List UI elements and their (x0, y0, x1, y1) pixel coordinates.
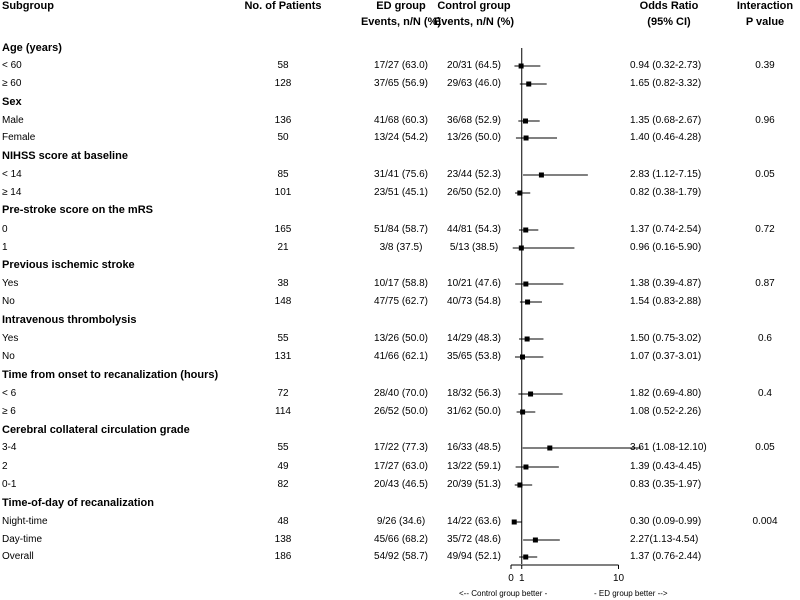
row-ed-events: 28/40 (70.0) (374, 388, 428, 399)
row-control-events: 49/94 (52.1) (447, 551, 501, 562)
section-heading: Cerebral collateral circulation grade (2, 424, 190, 436)
row-label: Male (2, 115, 24, 126)
point-estimate (523, 555, 528, 560)
row-patients: 58 (277, 60, 289, 71)
row-patients: 101 (274, 187, 292, 198)
point-estimate (519, 64, 524, 69)
row-odds-ratio: 1.50 (0.75-3.02) (630, 333, 702, 344)
row-odds-ratio: 1.65 (0.82-3.32) (630, 78, 702, 89)
row-control-events: 44/81 (54.3) (447, 224, 501, 235)
row-ed-events: 47/75 (62.7) (374, 296, 428, 307)
point-estimate (520, 355, 525, 360)
row-ed-events: 17/27 (63.0) (374, 461, 428, 472)
row-control-events: 10/21 (47.6) (447, 278, 501, 289)
row-control-events: 35/65 (53.8) (447, 351, 501, 362)
row-ed-events: 31/41 (75.6) (374, 169, 428, 180)
row-control-events: 20/39 (51.3) (447, 479, 501, 490)
row-control-events: 29/63 (46.0) (447, 78, 501, 89)
section-heading: Age (years) (2, 42, 62, 54)
row-control-events: 35/72 (48.6) (447, 534, 501, 545)
header-subgroup: Subgroup (2, 0, 54, 12)
row-label: 1 (2, 242, 8, 253)
row-ed-events: 41/66 (62.1) (374, 351, 428, 362)
point-estimate (547, 446, 552, 451)
axis-label-right: - ED group better --> (594, 589, 668, 598)
row-ed-events: 23/51 (45.1) (374, 187, 428, 198)
row-patients: 49 (277, 461, 289, 472)
row-ed-events: 37/65 (56.9) (374, 78, 428, 89)
row-ed-events: 3/8 (37.5) (379, 242, 423, 253)
header-ed-events: Events, n/N (%) (360, 16, 442, 28)
row-label: Night-time (2, 516, 48, 527)
point-estimate (517, 191, 522, 196)
row-ed-events: 41/68 (60.3) (374, 115, 428, 126)
section-heading: Sex (2, 96, 22, 108)
header-interaction: Interaction (736, 0, 794, 12)
point-estimate (526, 82, 531, 87)
row-ed-events: 10/17 (58.8) (374, 278, 428, 289)
row-patients: 72 (277, 388, 289, 399)
row-odds-ratio: 1.08 (0.52-2.26) (630, 406, 702, 417)
row-label: < 60 (2, 60, 22, 71)
header-ed-group: ED group (376, 0, 426, 12)
row-label: Overall (2, 551, 34, 562)
point-estimate (517, 483, 522, 488)
row-ed-events: 26/52 (50.0) (374, 406, 428, 417)
section-heading: Previous ischemic stroke (2, 259, 135, 271)
row-label: No (2, 351, 15, 362)
point-estimate (525, 300, 530, 305)
row-patients: 21 (277, 242, 289, 253)
row-control-events: 13/26 (50.0) (447, 132, 501, 143)
x-tick-label: 0 (508, 573, 514, 584)
row-label: ≥ 6 (2, 406, 16, 417)
row-label: Yes (2, 278, 19, 289)
row-ed-events: 13/26 (50.0) (374, 333, 428, 344)
row-odds-ratio: 2.83 (1.12-7.15) (630, 169, 702, 180)
row-label: < 14 (2, 169, 22, 180)
row-patients: 55 (277, 442, 289, 453)
row-p-value: 0.96 (755, 115, 775, 126)
row-p-value: 0.4 (758, 388, 772, 399)
header-ci: (95% CI) (647, 16, 691, 28)
row-control-events: 13/22 (59.1) (447, 461, 501, 472)
row-ed-events: 13/24 (54.2) (374, 132, 428, 143)
header-control-events: Events, n/N (%) (433, 16, 515, 28)
row-control-events: 14/22 (63.6) (447, 516, 501, 527)
section-heading: Intravenous thrombolysis (2, 314, 137, 326)
row-patients: 138 (274, 534, 292, 545)
row-label: 2 (2, 461, 8, 472)
row-control-events: 18/32 (56.3) (447, 388, 501, 399)
row-odds-ratio: 1.38 (0.39-4.87) (630, 278, 702, 289)
point-estimate (512, 520, 517, 525)
row-odds-ratio: 0.94 (0.32-2.73) (630, 60, 702, 71)
section-heading: Pre-stroke score on the mRS (2, 204, 153, 216)
row-patients: 55 (277, 333, 289, 344)
point-estimate (523, 228, 528, 233)
header-control-group: Control group (437, 0, 511, 12)
row-patients: 136 (274, 115, 292, 126)
row-odds-ratio: 0.30 (0.09-0.99) (630, 516, 702, 527)
row-patients: 82 (277, 479, 289, 490)
row-patients: 148 (274, 296, 292, 307)
row-ed-events: 9/26 (34.6) (376, 516, 426, 527)
row-patients: 85 (277, 169, 289, 180)
row-label: 0 (2, 224, 8, 235)
row-p-value: 0.6 (758, 333, 772, 344)
point-estimate (519, 246, 524, 251)
row-odds-ratio: 1.82 (0.69-4.80) (630, 388, 702, 399)
row-p-value: 0.05 (755, 442, 775, 453)
row-odds-ratio: 2.27(1.13-4.54) (630, 534, 699, 545)
row-label: 3-4 (2, 442, 17, 453)
row-control-events: 16/33 (48.5) (447, 442, 501, 453)
section-heading: Time-of-day of recanalization (2, 497, 154, 509)
row-control-events: 20/31 (64.5) (447, 60, 501, 71)
row-label: 0-1 (2, 479, 17, 490)
row-odds-ratio: 1.37 (0.76-2.44) (630, 551, 702, 562)
point-estimate (520, 410, 525, 415)
row-odds-ratio: 1.35 (0.68-2.67) (630, 115, 702, 126)
row-label: Day-time (2, 534, 43, 545)
x-tick-label: 1 (518, 573, 525, 584)
row-odds-ratio: 1.07 (0.37-3.01) (630, 351, 702, 362)
point-estimate (533, 538, 538, 543)
axis-label-left: <-- Control group better - (459, 589, 548, 598)
row-ed-events: 51/84 (58.7) (374, 224, 428, 235)
row-ed-events: 17/22 (77.3) (374, 442, 428, 453)
row-odds-ratio: 1.37 (0.74-2.54) (630, 224, 702, 235)
row-odds-ratio: 0.96 (0.16-5.90) (630, 242, 702, 253)
row-p-value: 0.72 (755, 224, 775, 235)
row-control-events: 31/62 (50.0) (447, 406, 501, 417)
row-control-events: 40/73 (54.8) (447, 296, 501, 307)
row-odds-ratio: 0.82 (0.38-1.79) (630, 187, 702, 198)
row-patients: 131 (274, 351, 292, 362)
point-estimate (523, 465, 528, 470)
header-odds-ratio: Odds Ratio (639, 0, 699, 12)
row-patients: 50 (277, 132, 289, 143)
row-odds-ratio: 1.40 (0.46-4.28) (630, 132, 702, 143)
row-ed-events: 17/27 (63.0) (374, 60, 428, 71)
point-estimate (524, 136, 529, 141)
row-p-value: 0.05 (755, 169, 775, 180)
row-patients: 128 (274, 78, 292, 89)
row-p-value: 0.87 (755, 278, 775, 289)
row-control-events: 5/13 (38.5) (449, 242, 499, 253)
row-patients: 114 (275, 406, 291, 417)
row-odds-ratio: 1.54 (0.83-2.88) (630, 296, 702, 307)
row-ed-events: 45/66 (68.2) (374, 534, 428, 545)
row-label: ≥ 14 (2, 187, 22, 198)
x-tick-label: 10 (612, 573, 625, 584)
row-control-events: 26/50 (52.0) (447, 187, 501, 198)
point-estimate (539, 173, 544, 178)
row-label: No (2, 296, 15, 307)
row-label: Yes (2, 333, 19, 344)
row-p-value: 0.004 (752, 516, 778, 527)
row-patients: 165 (274, 224, 292, 235)
header-patients: No. of Patients (244, 0, 322, 12)
row-label: Female (2, 132, 36, 143)
row-odds-ratio: 3.61 (1.08-12.10) (630, 442, 707, 453)
section-heading: Time from onset to recanalization (hours) (2, 369, 219, 381)
row-label: < 6 (2, 388, 17, 399)
header-p-value: P value (745, 16, 785, 28)
row-odds-ratio: 0.83 (0.35-1.97) (630, 479, 702, 490)
point-estimate (523, 282, 528, 287)
row-patients: 186 (274, 551, 292, 562)
row-control-events: 23/44 (52.3) (447, 169, 501, 180)
row-control-events: 14/29 (48.3) (447, 333, 501, 344)
row-label: ≥ 60 (2, 78, 22, 89)
point-estimate (528, 392, 533, 397)
row-ed-events: 20/43 (46.5) (374, 479, 428, 490)
point-estimate (523, 119, 528, 124)
row-patients: 38 (277, 278, 289, 289)
row-odds-ratio: 1.39 (0.43-4.45) (630, 461, 702, 472)
row-control-events: 36/68 (52.9) (447, 115, 501, 126)
point-estimate (525, 337, 530, 342)
row-ed-events: 54/92 (58.7) (374, 551, 428, 562)
section-heading: NIHSS score at baseline (2, 150, 128, 162)
row-patients: 48 (277, 516, 289, 527)
row-p-value: 0.39 (755, 60, 775, 71)
